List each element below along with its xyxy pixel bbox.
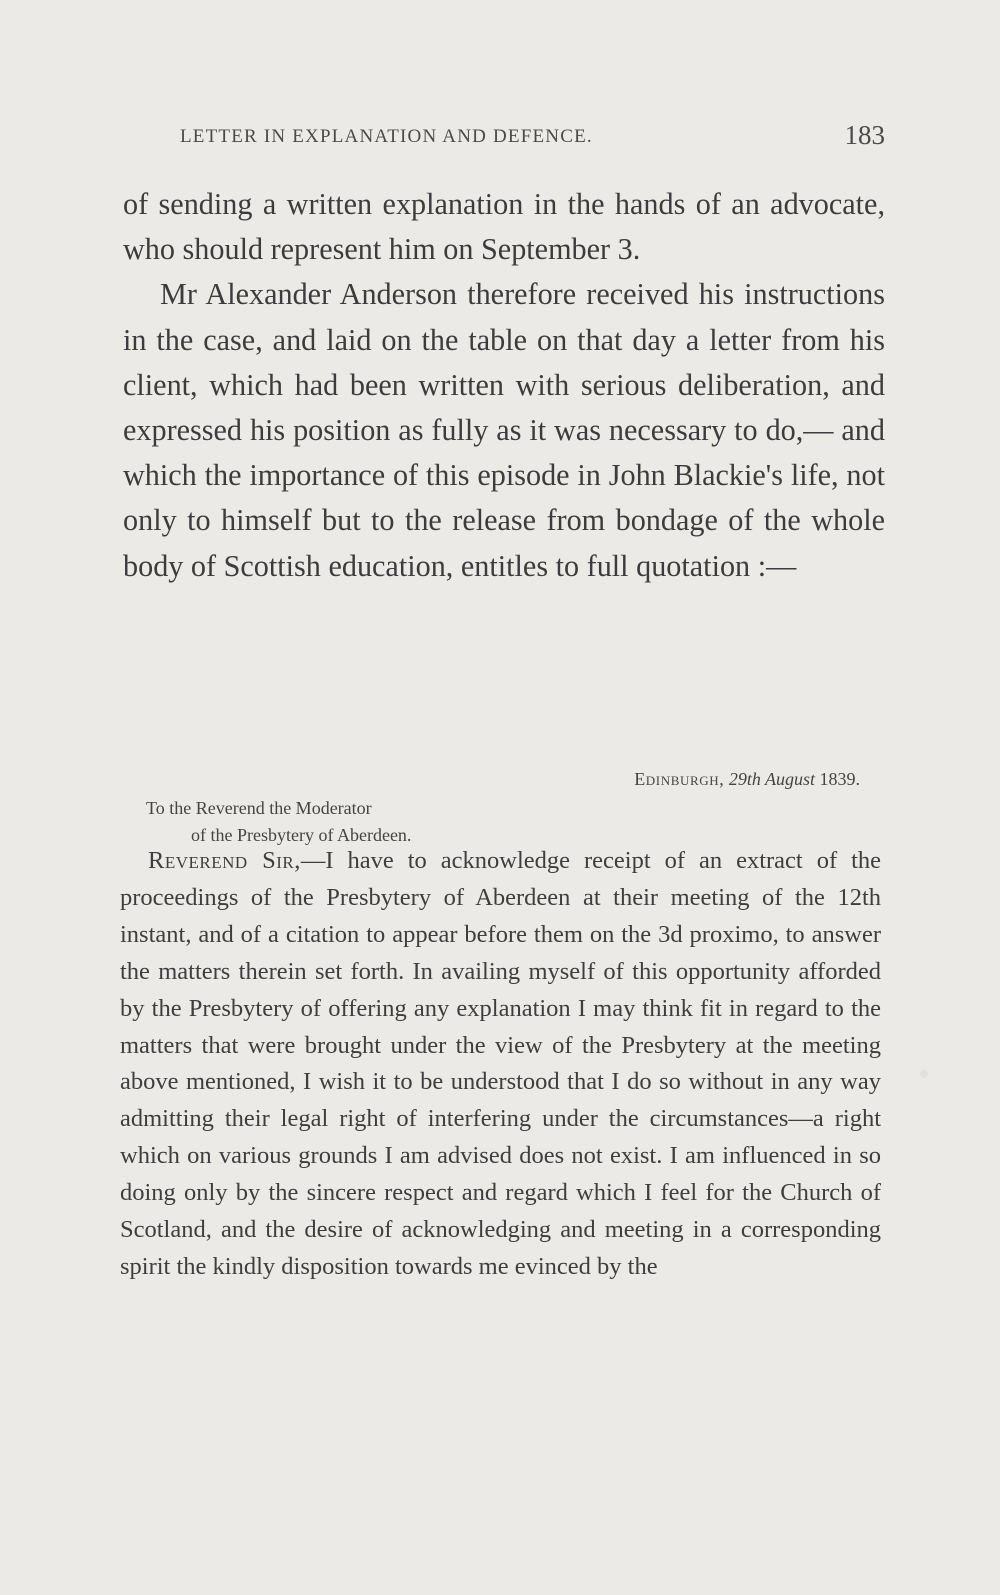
letter-paragraph bbox=[120, 843, 881, 1286]
addressee-line-1: To the Reverend the Moderator bbox=[146, 798, 372, 818]
letter-salutation: Reverend Sir, bbox=[148, 847, 301, 874]
letter-addressee bbox=[146, 795, 411, 849]
paragraph-2: Mr Alexander Anderson therefore received his instructions in the case, and laid on the table on that day a letter from his client, which had been written with serious deliberation, and expressed his position as fully as it was necessary to do,— and which the importance of this episode in John Blackie's life, not only to himself but to the release from bondage of the whole body of Scottish education, entitles to full quotation :— bbox=[123, 277, 885, 583]
letter-text: —I have to acknowledge receipt of an extract of the proceedings of the Presbytery of Aberdeen at their meeting of the 12th instant, and of a citation to appear before them on the 3d proximo, to answer the matters therein set forth. In availing myself of this opportunity afforded by the Presbytery of offering any explanation I may think fit in regard to the matters that were brought under the view of the Presbytery at the meeting above mentioned, I wish it to be understood that I do so without in any way admitting their legal right of interfering under the circumstances—a right which on various grounds I am advised does not exist. I am influenced in so doing only by the sincere respect and regard which I feel for the Church of Scotland, and the desire of acknowledging and meeting in a corresponding spirit the kindly disposition towards me evinced by the bbox=[120, 847, 881, 1280]
dateline-year: 1839. bbox=[819, 769, 860, 789]
paper-blemish bbox=[920, 1070, 928, 1078]
running-head: LETTER IN EXPLANATION AND DEFENCE. bbox=[180, 126, 593, 147]
letter-dateline bbox=[634, 769, 860, 790]
addressee-line-2: of the Presbytery of Aberdeen. bbox=[191, 825, 412, 845]
page-number: 183 bbox=[844, 120, 885, 150]
page-header bbox=[180, 120, 885, 156]
body-text bbox=[123, 182, 885, 589]
dateline-date: 29th August bbox=[728, 769, 815, 789]
letter-body bbox=[120, 843, 881, 1286]
paragraph-1: of sending a written explanation in the hands of an advocate, who should represent him on September 3. bbox=[123, 187, 885, 267]
dateline-place: Edinburgh, bbox=[634, 769, 725, 789]
